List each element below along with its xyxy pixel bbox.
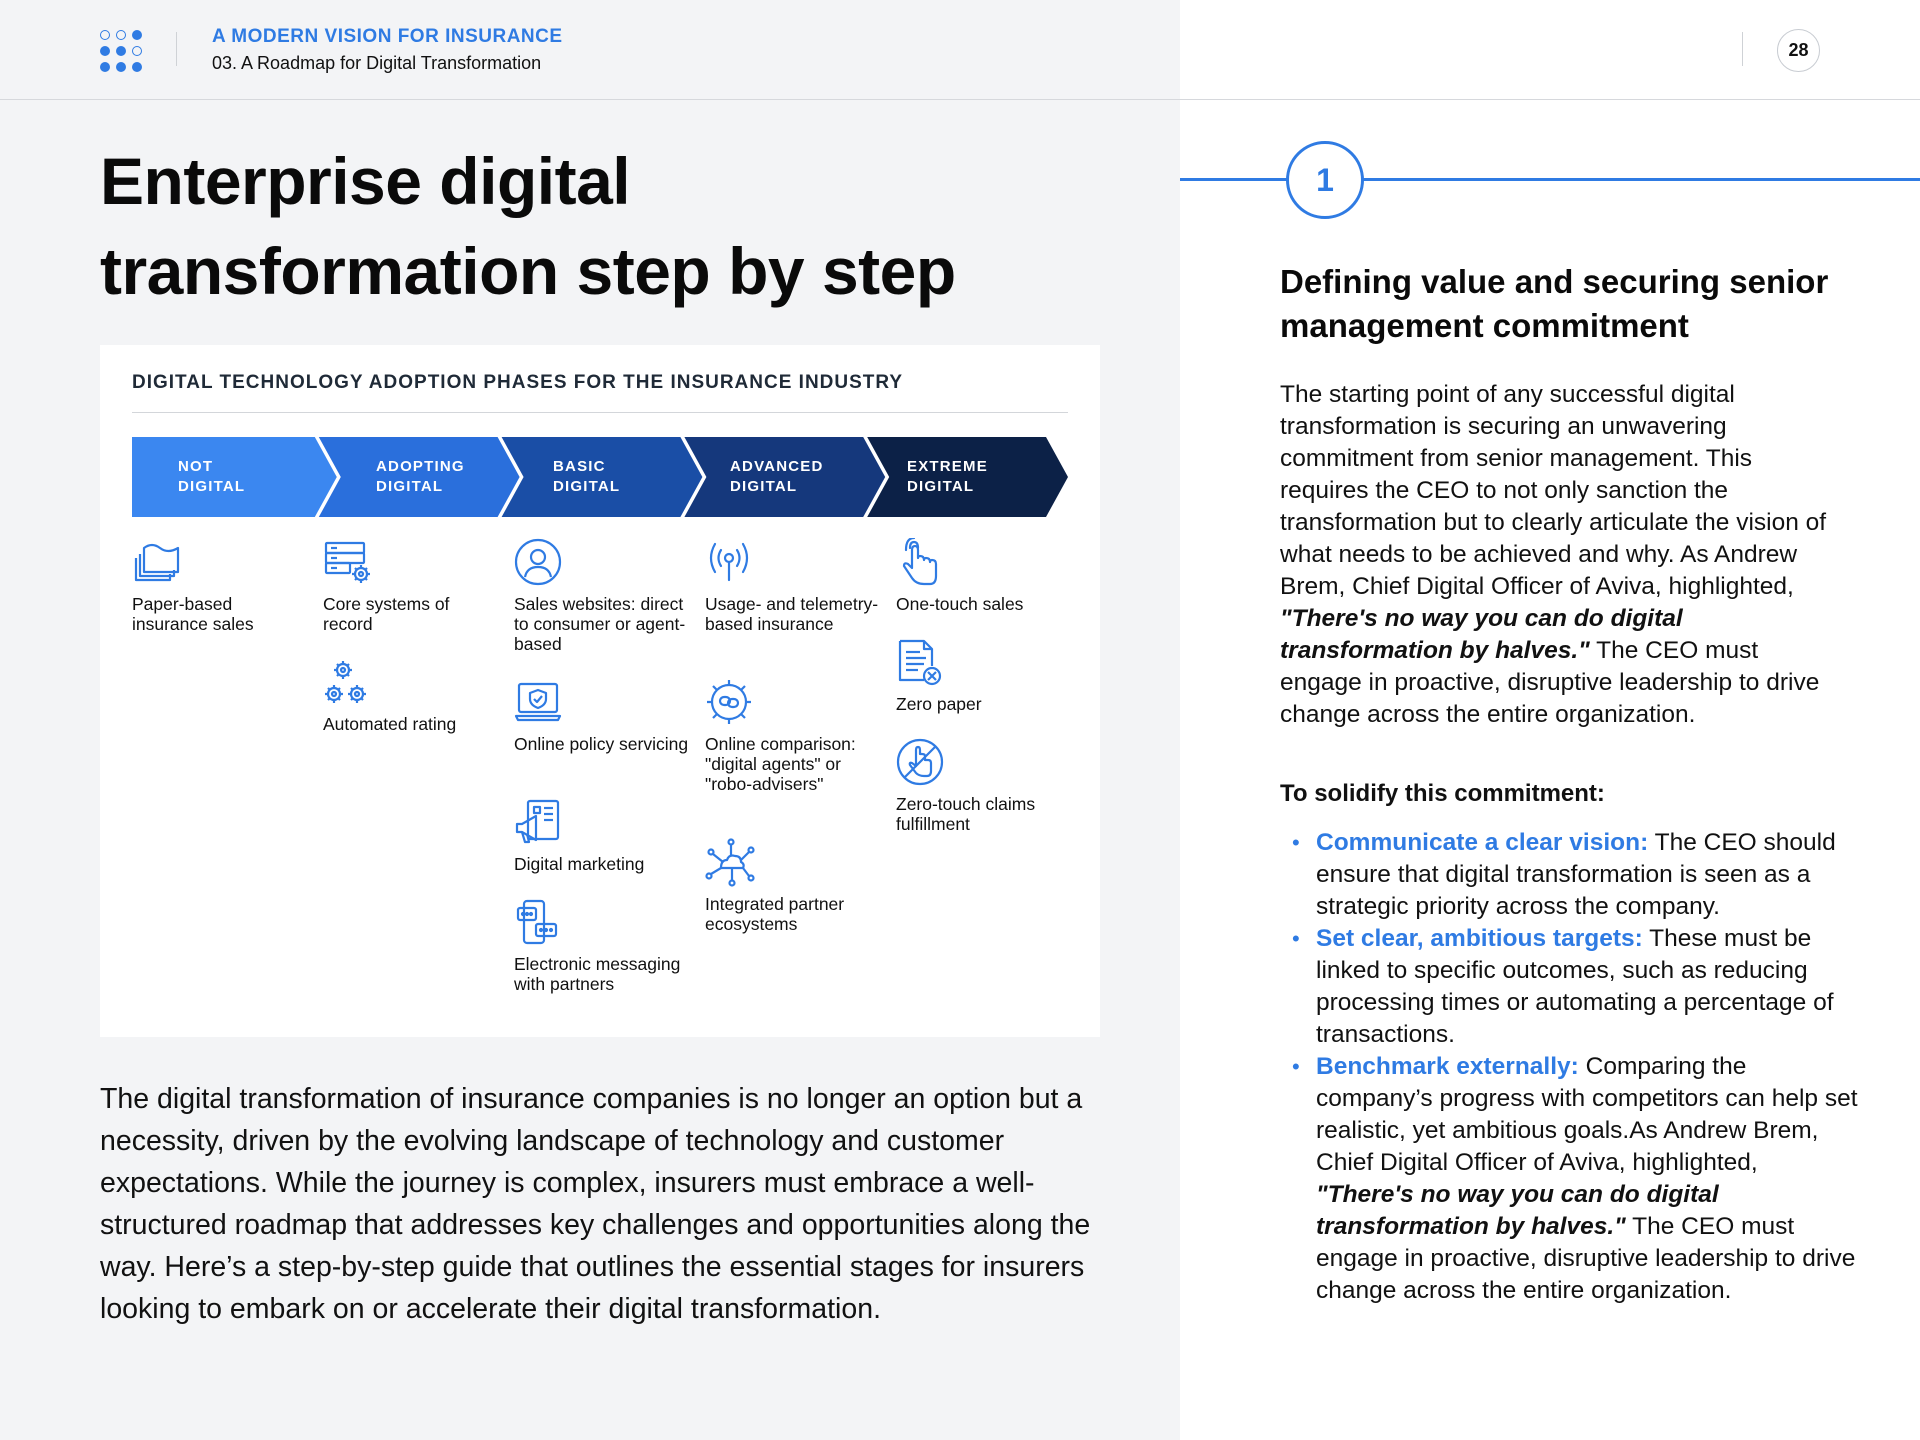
step-number-badge: 1 xyxy=(1286,141,1364,219)
link-gear-icon xyxy=(705,678,757,730)
commitment-subheading: To solidify this commitment: xyxy=(1280,780,1605,807)
laptop-shield-icon xyxy=(514,678,566,730)
page-title-line-1: Enterprise digital xyxy=(100,144,631,218)
phase-chevron-bar xyxy=(132,437,1068,517)
item-online-policy-servicing: Online policy servicing xyxy=(514,678,694,754)
signal-icon xyxy=(705,538,757,590)
item-paper-based-sales: Paper-based insurance sales xyxy=(132,538,312,634)
brand-logo-icon xyxy=(100,30,142,72)
item-one-touch-sales: One-touch sales xyxy=(896,538,1076,614)
item-electronic-messaging: Electronic messaging with partners xyxy=(514,898,694,994)
network-icon xyxy=(705,838,757,890)
item-sales-websites: Sales websites: direct to consumer or agent-based xyxy=(514,538,694,654)
intro-paragraph: The digital transformation of insurance companies is no longer an option but a necessity, driven by the evolving landscape of technology and customer expectations. While the journey is complex, insurers must embrace a well-structured roadmap that addresses key challenges and opportunities along the way. Here’s a step-by-step guide that outlines the essential stages for insurers looking to embark on or accelerate their digital transformation. xyxy=(100,1083,1091,1325)
document-x-icon xyxy=(896,638,948,690)
list-item: • Communicate a clear vision: The CEO should ensure that digital transformation is seen as a strategic priority across the company. xyxy=(1280,827,1860,923)
phase-label-extreme-digital: EXTREME DIGITAL xyxy=(907,458,988,495)
page-title-line-2: transformation step by step xyxy=(100,234,956,308)
phase-label-basic-digital: BASIC DIGITAL xyxy=(553,458,621,495)
adoption-phases-figure xyxy=(100,345,1100,1037)
step-heading: Defining value and securing senior management commitment xyxy=(1280,263,1829,344)
user-icon xyxy=(514,538,566,590)
publication-title: A MODERN VISION FOR INSURANCE xyxy=(212,26,563,47)
megaphone-icon xyxy=(514,798,566,850)
item-partner-ecosystems: Integrated partner ecosystems xyxy=(705,838,885,934)
header-separator xyxy=(176,32,177,66)
no-touch-icon xyxy=(896,738,948,790)
item-core-systems: Core systems of record xyxy=(323,538,503,634)
step-timeline-left xyxy=(1180,178,1288,181)
page-title xyxy=(100,136,1100,316)
page-number-badge: 28 xyxy=(1777,29,1820,72)
phase-label-advanced-digital: ADVANCED DIGITAL xyxy=(730,458,824,495)
list-item: • Benchmark externally: Comparing the company’s progress with competitors can help set realistic, yet ambitious goals.As Andrew Brem, Chief Digital Officer of Aviva, highlighted, "There's no way you can do digital transformation by halves." The CEO must engage in proactive, disruptive leadership to drive change across the entire organization. xyxy=(1280,1051,1860,1307)
quote-text: "There's no way you can do digital transformation by halves." xyxy=(1280,605,1683,664)
section-subtitle: 03. A Roadmap for Digital Transformation xyxy=(212,53,542,73)
server-gear-icon xyxy=(323,538,375,590)
documents-icon xyxy=(132,538,184,590)
figure-title: DIGITAL TECHNOLOGY ADOPTION PHASES FOR THE INSURANCE INDUSTRY xyxy=(132,372,904,393)
list-item: • Set clear, ambitious targets: These must be linked to specific outcomes, such as reducing processing times or automating a percentage of transactions. xyxy=(1280,923,1860,1051)
figure-title-rule xyxy=(132,412,1068,413)
gears-icon xyxy=(323,658,375,710)
step-timeline-right xyxy=(1362,178,1920,181)
item-usage-based-insurance: Usage- and telemetry-based insurance xyxy=(705,538,885,634)
item-automated-rating: Automated rating xyxy=(323,658,503,734)
header-divider xyxy=(0,99,1920,100)
phase-label-adopting-digital: ADOPTING DIGITAL xyxy=(376,458,465,495)
step-paragraph: The starting point of any successful digital transformation is securing an unwavering commitment from senior management. This requires the CEO to not only sanction the transformation but to clearly articulate the vision of what needs to be achieved and why. As Andrew Brem, Chief Digital Officer of Aviva, highlighted, "There's no way you can do digital transformation by halves." The CEO must engage in proactive, disruptive leadership to drive change across the entire organization. xyxy=(1280,381,1827,728)
chat-icon xyxy=(514,898,566,950)
quote-text: "There's no way you can do digital transformation by halves." xyxy=(1316,1181,1719,1240)
item-online-comparison: Online comparison: "digital agents" or "robo-advisers" xyxy=(705,678,885,794)
commitment-list xyxy=(1280,827,1860,1307)
item-zero-paper: Zero paper xyxy=(896,638,1076,714)
touch-icon xyxy=(896,538,948,590)
phase-label-not-digital: NOT DIGITAL xyxy=(178,458,246,495)
item-digital-marketing: Digital marketing xyxy=(514,798,694,874)
item-zero-touch-claims: Zero-touch claims fulfillment xyxy=(896,738,1076,834)
header-separator-right xyxy=(1742,32,1743,66)
